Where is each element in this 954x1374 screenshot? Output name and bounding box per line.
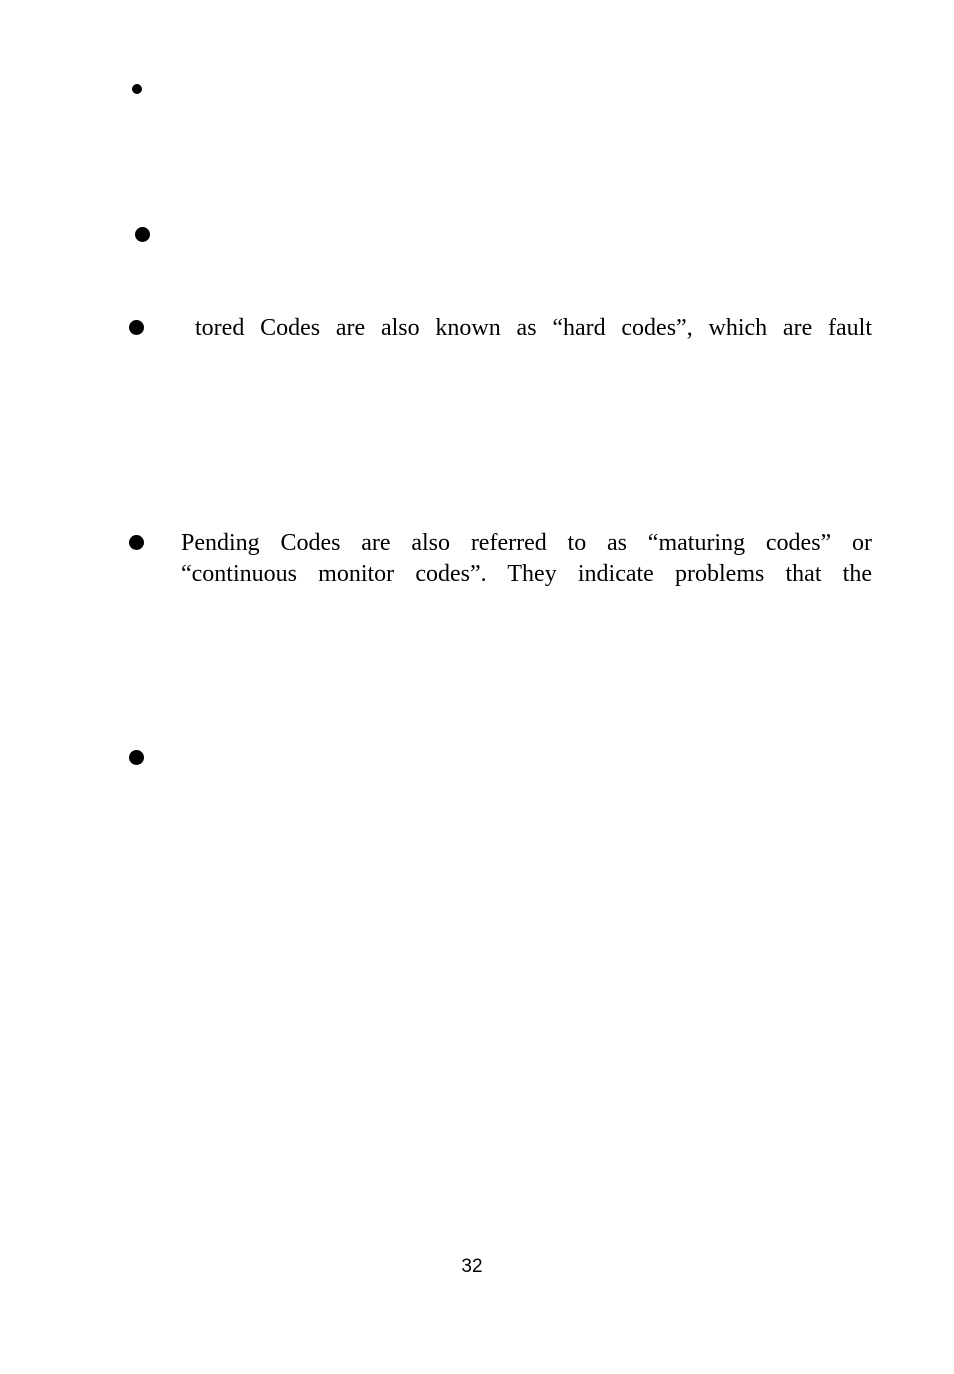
bullet-dot — [129, 320, 144, 335]
pending-codes-text-line-1: Pending Codes are also referred to as “maturing codes” or — [181, 530, 872, 556]
stored-codes-text-line-1: tored Codes are also known as “hard codes”, which are fault — [195, 315, 872, 341]
bullet-dot — [129, 750, 144, 765]
bullet-dot — [132, 84, 142, 94]
bullet-dot — [135, 227, 150, 242]
bullet-dot — [129, 535, 144, 550]
pending-codes-text-line-2: “continuous monitor codes”. They indicate problems that the — [181, 561, 872, 587]
page-number: 32 — [461, 1256, 483, 1277]
